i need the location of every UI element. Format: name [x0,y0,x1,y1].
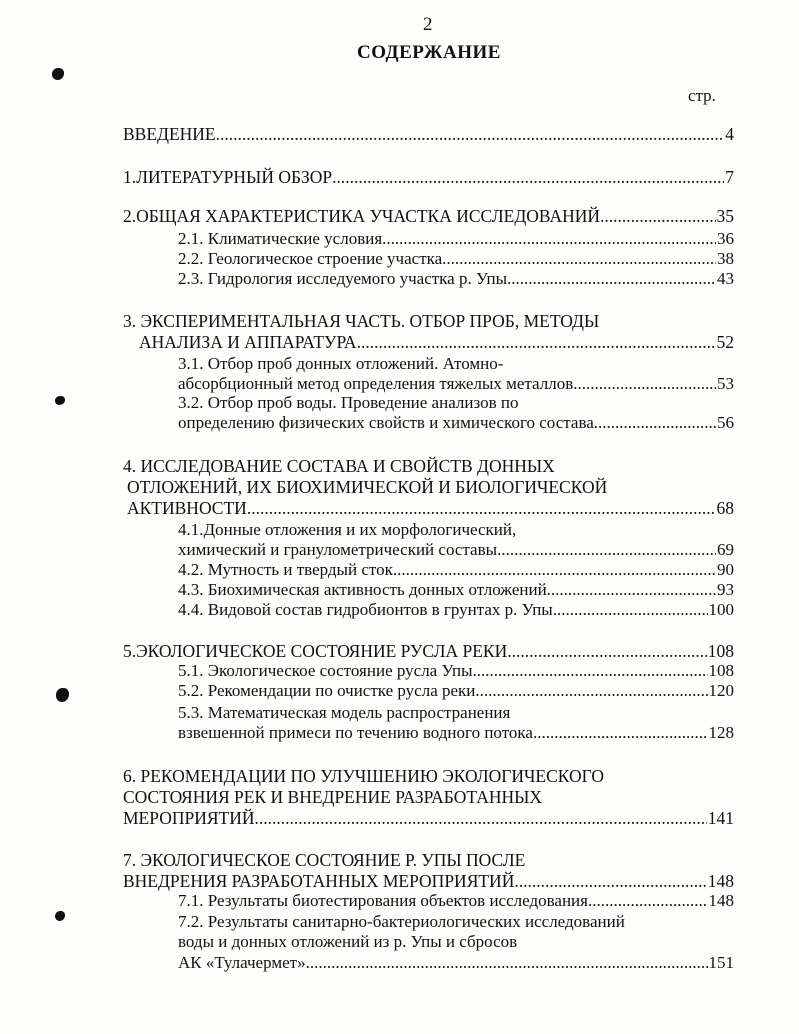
toc-entry-5-1[interactable] [178,660,734,682]
toc-entry-title: 2.ОБЩАЯ ХАРАКТЕРИСТИКА УЧАСТКА ИССЛЕДОВАНИЙ [123,206,601,226]
toc-entry-2-3[interactable] [178,268,734,290]
toc-entry-title: взвешенной примеси по течению водного потока [178,723,533,742]
toc-entry-page: 148 [707,871,734,891]
toc-entry-3-2-line-1[interactable]: 3.2. Отбор проб воды. Проведение анализов по [178,393,519,412]
toc-entry-chapter-7-line-1[interactable]: 7. ЭКОЛОГИЧЕСКОЕ СОСТОЯНИЕ Р. УПЫ ПОСЛЕ [123,850,526,870]
toc-entry-page: 68 [716,498,734,518]
leader-dots [497,539,716,561]
toc-entry-chapter-5[interactable] [123,640,734,662]
toc-entry-chapter-6-line-2[interactable]: СОСТОЯНИЯ РЕК И ВНЕДРЕНИЕ РАЗРАБОТАННЫХ [123,787,543,807]
toc-entry-title: ВВЕДЕНИЕ [123,124,216,144]
toc-entry-title: химический и гранулометрический составы [178,540,498,559]
leader-dots [475,680,707,702]
page-number: 2 [423,14,433,35]
toc-entry-page: 151 [708,953,734,972]
toc-entry-page: 141 [707,808,734,828]
toc-entry-title: 4.2. Мутность и твердый сток [178,560,393,579]
toc-entry-page: 36 [717,229,734,248]
toc-entry-title: 2.3. Гидрология исследуемого участка р. Упы [178,269,508,288]
toc-entry-page: 120 [708,681,734,700]
toc-entry-page: 128 [708,723,734,742]
punch-hole-mark [55,911,65,921]
page-title: СОДЕРЖАНИЕ [357,42,501,63]
toc-entry-7-2[interactable] [178,952,734,974]
toc-entry-5-2[interactable] [178,680,734,702]
toc-entry-chapter-3-line-1[interactable]: 3. ЭКСПЕРИМЕНТАЛЬНАЯ ЧАСТЬ. ОТБОР ПРОБ, МЕТОДЫ [123,311,600,331]
leader-dots [507,268,716,290]
toc-entry-2-2[interactable] [178,248,734,270]
toc-entry-page: 69 [717,540,734,559]
toc-entry-page: 35 [716,206,734,226]
toc-entry-title: 2.1. Климатические условия [178,229,383,248]
toc-entry-title: МЕРОПРИЯТИЙ [123,808,255,828]
toc-entry-page: 100 [708,600,734,619]
toc-entry-title: АК «Тулачермет» [178,953,306,972]
leader-dots [553,599,708,621]
toc-entry-page: 108 [708,661,734,680]
toc-entry-title: 4.3. Биохимическая активность донных отложений [178,580,547,599]
punch-hole-mark [52,68,64,80]
toc-entry-chapter-3[interactable] [139,331,734,353]
leader-dots [594,412,716,434]
toc-entry-7-2-line-2[interactable]: воды и донных отложений из р. Упы и сбросов [178,932,518,951]
toc-entry-title: 5.1. Экологическое состояние русла Упы [178,661,473,680]
toc-entry-3-1-line-1[interactable]: 3.1. Отбор проб донных отложений. Атомно- [178,354,504,373]
leader-dots [533,722,708,744]
toc-entry-chapter-4-line-2[interactable]: ОТЛОЖЕНИЙ, ИХ БИОХИМИЧЕСКОЙ И БИОЛОГИЧЕСКОЙ [127,477,608,497]
toc-entry-5-3[interactable] [178,722,734,744]
toc-entry-page: 38 [717,249,734,268]
toc-entry-4-1[interactable] [178,539,734,561]
leader-dots [254,807,706,829]
leader-dots [216,123,725,145]
toc-entry-page: 53 [717,374,734,393]
toc-entry-4-4[interactable] [178,599,734,621]
toc-entry-4-3[interactable] [178,579,734,601]
toc-entry-page: 108 [707,641,734,661]
punch-hole-mark [55,396,65,405]
leader-dots [573,373,716,395]
leader-dots [393,559,716,581]
leader-dots [588,890,708,912]
toc-entry-3-2[interactable] [178,412,734,434]
leader-dots [547,579,716,601]
toc-entry-7-2-line-1[interactable]: 7.2. Результаты санитарно-бактериологических исследований [178,912,625,931]
toc-entry-title: ВНЕДРЕНИЯ РАЗРАБОТАННЫХ МЕРОПРИЯТИЙ [123,871,515,891]
toc-entry-title: 2.2. Геологическое строение участка [178,249,443,268]
leader-dots [600,205,715,227]
toc-entry-title: 7.1. Результаты биотестирования объектов исследования [178,891,588,910]
toc-entry-page: 148 [708,891,734,910]
toc-entry-chapter-4-line-1[interactable]: 4. ИССЛЕДОВАНИЕ СОСТАВА И СВОЙСТВ ДОННЫХ [123,456,555,476]
punch-hole-mark [56,688,69,702]
toc-entry-page: 52 [716,332,734,352]
leader-dots [442,248,716,270]
toc-entry-title: 5.ЭКОЛОГИЧЕСКОЕ СОСТОЯНИЕ РУСЛА РЕКИ [123,641,508,661]
toc-entry-4-1-line-1[interactable]: 4.1.Донные отложения и их морфологический, [178,520,517,539]
toc-entry-page: 7 [725,167,734,187]
toc-entry-title: АКТИВНОСТИ [127,498,247,518]
leader-dots [507,640,707,662]
leader-dots [382,228,716,250]
toc-entry-page: 43 [717,269,734,288]
toc-entry-7-1[interactable] [178,890,734,912]
toc-entry-chapter-7[interactable] [123,870,734,892]
toc-entry-title: АНАЛИЗА И АППАРАТУРА [139,332,357,352]
toc-entry-chapter-4[interactable] [127,497,734,519]
toc-entry-chapter-2[interactable] [123,205,734,227]
toc-entry-title: определению физических свойств и химического состава [178,413,594,432]
toc-entry-page: 56 [717,413,734,432]
toc-entry-5-3-line-1[interactable]: 5.3. Математическая модель распространения [178,703,511,722]
toc-entry-4-2[interactable] [178,559,734,581]
toc-entry-title: 5.2. Рекомендации по очистке русла реки [178,681,476,700]
leader-dots [473,660,708,682]
toc-entry-chapter-1[interactable] [123,166,734,188]
leader-dots [306,952,708,974]
leader-dots [514,870,706,892]
page-column-label: стр. [688,86,716,105]
toc-entry-title: 4.4. Видовой состав гидробионтов в грунтах р. Упы [178,600,553,619]
toc-entry-page: 93 [717,580,734,599]
toc-entry-introduction[interactable] [123,123,734,145]
leader-dots [247,497,716,519]
toc-entry-title: абсорбционный метод определения тяжелых металлов [178,374,574,393]
leader-dots [332,166,724,188]
toc-entry-page: 90 [717,560,734,579]
toc-entry-2-1[interactable] [178,228,734,250]
toc-entry-chapter-6-line-1[interactable]: 6. РЕКОМЕНДАЦИИ ПО УЛУЧШЕНИЮ ЭКОЛОГИЧЕСКОГО [123,766,604,786]
toc-entry-title: 1.ЛИТЕРАТУРНЫЙ ОБЗОР [123,167,333,187]
toc-entry-page: 4 [725,124,734,144]
leader-dots [357,331,716,353]
toc-entry-chapter-6[interactable] [123,807,734,829]
